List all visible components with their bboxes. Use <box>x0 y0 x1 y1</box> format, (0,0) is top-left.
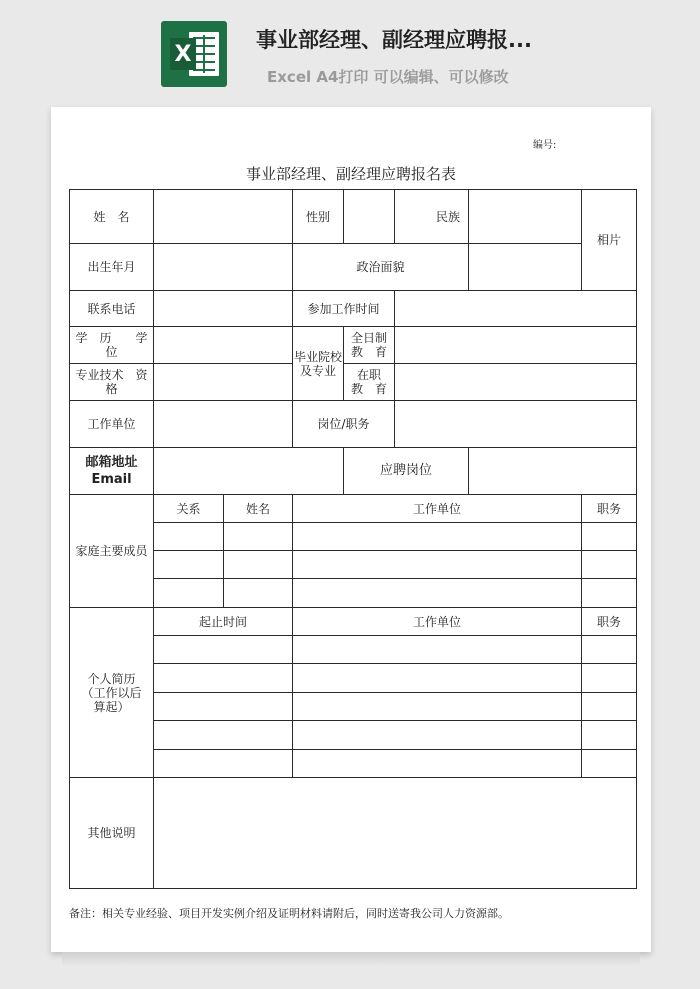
family-cell[interactable] <box>582 523 637 551</box>
resume-cell[interactable] <box>293 721 582 750</box>
work-start-input-cell[interactable] <box>395 291 637 327</box>
member-name-header: 姓名 <box>224 495 293 523</box>
serial-number-label: 编号: <box>533 140 557 151</box>
family-cell[interactable] <box>224 551 293 579</box>
other-input-cell[interactable] <box>154 778 637 889</box>
resume-duty-header: 职务 <box>582 608 637 636</box>
family-cell[interactable] <box>293 523 582 551</box>
resume-cell[interactable] <box>293 664 582 693</box>
table-row <box>70 190 637 244</box>
family-cell[interactable] <box>293 551 582 579</box>
table-row <box>70 551 637 579</box>
birth-label: 出生年月 <box>70 244 154 291</box>
resume-cell[interactable] <box>293 750 582 778</box>
family-cell[interactable] <box>154 579 224 608</box>
table-row <box>70 579 637 608</box>
table-row <box>70 327 637 364</box>
table-row <box>70 401 637 448</box>
table-row <box>70 778 637 889</box>
name-label: 姓 名 <box>70 190 154 244</box>
political-input-cell[interactable] <box>469 244 582 291</box>
resume-cell[interactable] <box>293 693 582 721</box>
table-row <box>70 291 637 327</box>
resume-cell[interactable] <box>154 636 293 664</box>
fulltime-label: 全日制 教 育 <box>344 327 395 364</box>
work-start-label: 参加工作时间 <box>293 291 395 327</box>
resume-cell[interactable] <box>582 636 637 664</box>
relation-header: 关系 <box>154 495 224 523</box>
application-form-table <box>69 189 637 889</box>
email-input-cell[interactable] <box>154 448 344 495</box>
table-row <box>70 693 637 721</box>
resume-cell[interactable] <box>582 664 637 693</box>
table-row <box>70 364 637 401</box>
header <box>0 0 700 100</box>
other-label: 其他说明 <box>70 778 154 889</box>
table-row <box>70 608 637 636</box>
birth-input-cell[interactable] <box>154 244 293 291</box>
paper-shadow <box>62 952 640 966</box>
document-title: 事业部经理、副经理应聘报... <box>256 28 532 52</box>
ethnicity-label: 民族 <box>395 190 469 244</box>
resume-cell[interactable] <box>154 721 293 750</box>
member-employer-header: 工作单位 <box>293 495 582 523</box>
position-input-cell[interactable] <box>395 401 637 448</box>
email-label-cn: 邮箱地址 <box>85 455 138 470</box>
onjob-input-cell[interactable] <box>395 364 637 401</box>
education-input-cell[interactable] <box>154 327 293 364</box>
onjob-label: 在职 教 育 <box>344 364 395 401</box>
employer-input-cell[interactable] <box>154 401 293 448</box>
email-label-en: Email <box>91 472 132 487</box>
table-row <box>70 495 637 523</box>
employer-label: 工作单位 <box>70 401 154 448</box>
gender-input-cell[interactable] <box>344 190 395 244</box>
apply-post-input-cell[interactable] <box>469 448 637 495</box>
family-cell[interactable] <box>293 579 582 608</box>
fulltime-input-cell[interactable] <box>395 327 637 364</box>
family-cell[interactable] <box>154 551 224 579</box>
phone-label: 联系电话 <box>70 291 154 327</box>
family-cell[interactable] <box>582 551 637 579</box>
resume-cell[interactable] <box>582 750 637 778</box>
resume-employer-header: 工作单位 <box>293 608 582 636</box>
table-row <box>70 664 637 693</box>
phone-input-cell[interactable] <box>154 291 293 327</box>
apply-post-label: 应聘岗位 <box>344 448 469 495</box>
table-row <box>70 636 637 664</box>
resume-cell[interactable] <box>154 664 293 693</box>
period-header: 起止时间 <box>154 608 293 636</box>
family-cell[interactable] <box>582 579 637 608</box>
family-cell[interactable] <box>224 579 293 608</box>
tech-title-input-cell[interactable] <box>154 364 293 401</box>
form-title: 事业部经理、副经理应聘报名表 <box>245 165 456 183</box>
photo-cell[interactable]: 相片 <box>582 190 637 291</box>
table-row <box>70 721 637 750</box>
resume-cell[interactable] <box>293 636 582 664</box>
excel-icon: X <box>161 21 227 87</box>
table-row <box>70 244 637 291</box>
table-row <box>70 750 637 778</box>
table-row <box>70 523 637 551</box>
family-cell[interactable] <box>224 523 293 551</box>
email-label <box>70 448 154 495</box>
tech-title-label: 专业技术 资 格 <box>70 364 154 401</box>
ethnicity-input-cell[interactable] <box>469 190 582 244</box>
school-label: 毕业院校及专业 <box>293 327 344 401</box>
position-label: 岗位/职务 <box>293 401 395 448</box>
table-row <box>70 448 637 495</box>
document-subtitle: Excel A4打印 可以编辑、可以修改 <box>267 68 509 86</box>
resume-cell[interactable] <box>582 693 637 721</box>
resume-cell[interactable] <box>154 750 293 778</box>
family-label: 家庭主要成员 <box>70 495 154 608</box>
name-input-cell[interactable] <box>154 190 293 244</box>
education-label: 学 历 学 位 <box>70 327 154 364</box>
gender-label: 性别 <box>293 190 344 244</box>
political-label: 政治面貌 <box>293 244 469 291</box>
resume-cell[interactable] <box>154 693 293 721</box>
family-cell[interactable] <box>154 523 224 551</box>
resume-label: 个人简历（工作以后算起） <box>70 608 154 778</box>
member-duty-header: 职务 <box>582 495 637 523</box>
footnote: 备注：相关专业经验、项目开发实例介绍及证明材料请附后，同时送寄我公司人力资源部。 <box>69 907 509 920</box>
resume-cell[interactable] <box>582 721 637 750</box>
